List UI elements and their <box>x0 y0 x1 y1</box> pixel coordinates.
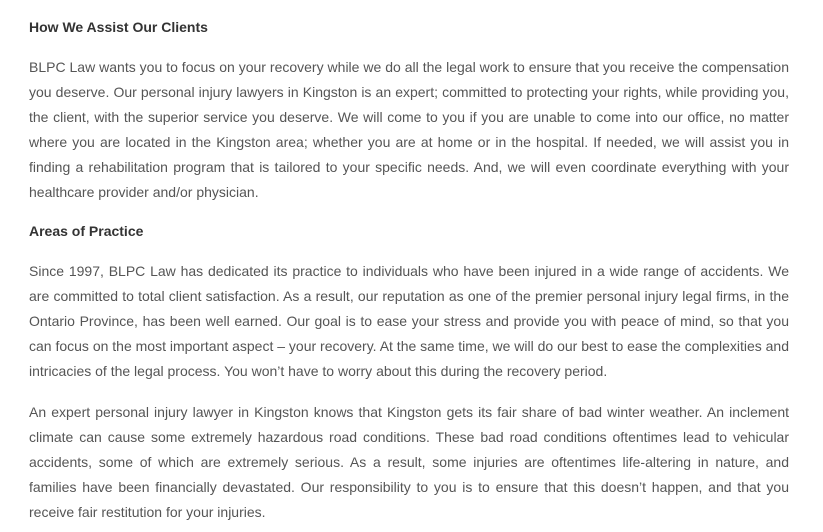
section-heading-assist: How We Assist Our Clients <box>29 19 208 35</box>
article-body <box>29 0 789 525</box>
paragraph-practice-1: Since 1997, BLPC Law has dedicated its practice to individuals who have been injured in a wide range of accidents. We are committed to total client satisfaction. As a result, our reputation as one of the premier personal injury legal firms, in the Ontario Province, has been well earned. Our goal is to ease your stress and provide you with peace of mind, so that you can focus on the most important aspect – your recovery. At the same time, we will do our best to ease the complexities and intricacies of the legal process. You won’t have to worry about this during the recovery period. <box>29 263 790 379</box>
section-heading-practice: Areas of Practice <box>29 223 144 239</box>
paragraph-practice-2: An expert personal injury lawyer in Kingston knows that Kingston gets its fair share of bad winter weather. An inclement climate can cause some extremely hazardous road conditions. These bad road conditions oftentimes lead to vehicular accidents, some of which are extremely serious. As a result, some injuries are oftentimes life-altering in nature, and families have been financially devastated. Our responsibility to you is to ensure that this doesn’t happen, and that you receive fair restitution for your injuries. <box>29 404 789 520</box>
paragraph-assist: BLPC Law wants you to focus on your recovery while we do all the legal work to ensure that you receive the compensation you deserve. Our personal injury lawyers in Kingston is an expert; committed to protecting your rights, while providing you, the client, with the superior service you deserve. We will come to you if you are unable to come into our office, no matter where you are located in the Kingston area; whether you are at home or in the hospital. If needed, we will assist you in finding a rehabilitation program that is tailored to your specific needs. And, we will even coordinate everything with your healthcare provider and/or physician. <box>29 59 789 200</box>
